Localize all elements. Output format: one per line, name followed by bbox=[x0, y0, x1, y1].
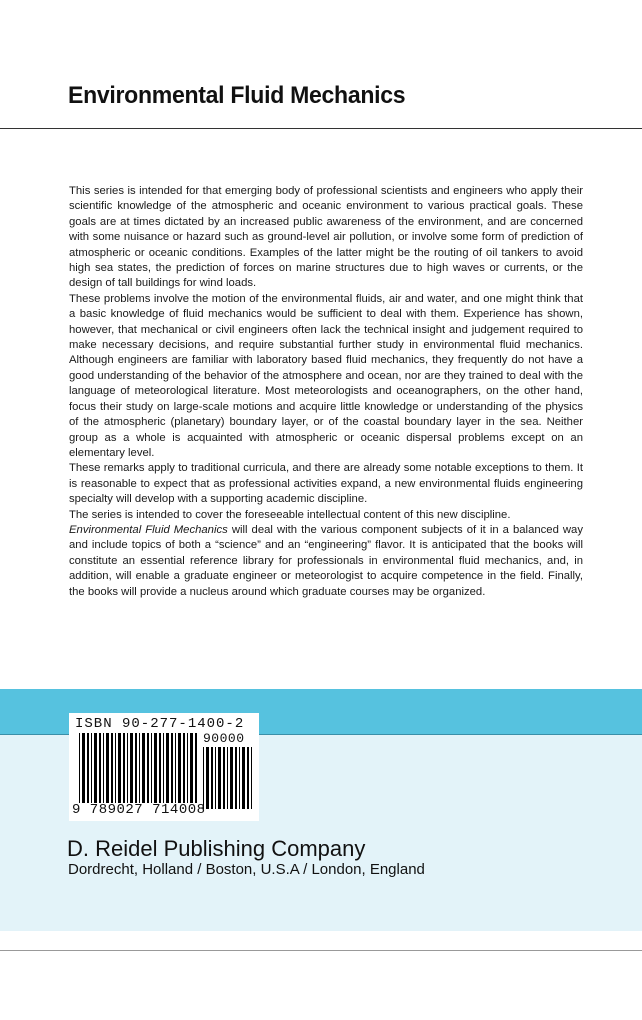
barcode-bar bbox=[203, 747, 204, 809]
series-description bbox=[69, 184, 583, 600]
paragraph-4-lead: The series is intended to cover the foreseeable intellectual content of this new discipline. bbox=[69, 508, 511, 521]
barcode-bar bbox=[171, 733, 173, 803]
barcode-bar bbox=[195, 733, 197, 803]
barcode-bar bbox=[218, 747, 221, 809]
barcode-bar bbox=[111, 733, 113, 803]
barcode-bar bbox=[235, 747, 237, 809]
barcode-bar bbox=[103, 733, 104, 803]
barcode-bar bbox=[242, 747, 245, 809]
barcode-bar bbox=[223, 747, 225, 809]
barcode-bar bbox=[82, 733, 85, 803]
barcode-bar bbox=[123, 733, 125, 803]
barcode-bar bbox=[211, 747, 213, 809]
barcode-bar bbox=[99, 733, 101, 803]
addon-digits: 90000 bbox=[203, 731, 245, 746]
paragraph-3: These remarks apply to traditional curricula, and there are already some notable exceptions to them. It is reasonable to expect that as professional activities expand, a new environmental fluids engineering specialty will develop with a supporting academic discipline. bbox=[69, 462, 583, 506]
barcode-bar bbox=[163, 733, 164, 803]
paragraph-2: These problems involve the motion of the environmental fluids, air and water, and one might think that a basic knowledge of fluid mechanics would be sufficient to deal with them. Experience has shown, however, that mechanical or civil engineers often lack the technical insight and judgement required to make necessary decisions, and require substantial further study in environmental fluid mechanics. Although engineers are familiar with laboratory based fluid mechanics, they frequently do not have a good understanding of the behavior of the atmosphere and ocean, nor are they trained to deal with the language of meteorological literature. Most meteorologists and oceanographers, on the other hand, focus their study on large-scale motions and acquire little knowledge or understanding of the physics of the atmospheric (planetary) boundary layer, or of the coastal boundary layer in the sea. Neither group as a whole is acquainted with atmospheric or oceanic dispersal problems except on an elementary level. bbox=[69, 292, 583, 459]
barcode-bar bbox=[142, 733, 145, 803]
barcode-bar bbox=[206, 747, 209, 809]
barcode-block bbox=[69, 713, 259, 821]
ean-digits: 9 789027 714008 bbox=[72, 802, 206, 818]
barcode-bar bbox=[154, 733, 157, 803]
barcode-bar bbox=[187, 733, 188, 803]
series-title: Environmental Fluid Mechanics bbox=[68, 82, 406, 109]
series-name-italic: Environmental Fluid Mechanics bbox=[69, 523, 228, 536]
barcode-bar bbox=[139, 733, 140, 803]
barcode-bar bbox=[87, 733, 89, 803]
barcode-bar bbox=[106, 733, 109, 803]
barcode-bar bbox=[159, 733, 161, 803]
barcode-bar bbox=[166, 733, 169, 803]
barcode-bar bbox=[247, 747, 249, 809]
paragraph-1: This series is intended for that emerging body of professional scientists and engineers who apply their scientific knowledge of the atmospheric and oceanic environment to various practical goals. These goals are at times dictated by an increased public awareness of the environment, and are concerned with some nuisance or hazard such as ground-level air pollution, or involve some form of prediction of atmospheric or oceanic conditions. Examples of the latter might be the routing of oil tankers to avoid high sea states, the prediction of forces on marine structures due to high waves or currents, or the design of tall buildings for wind loads. bbox=[69, 185, 583, 290]
barcode-bar bbox=[183, 733, 185, 803]
footer-rule bbox=[0, 950, 642, 951]
barcode-bar bbox=[239, 747, 240, 809]
barcode-bar bbox=[91, 733, 92, 803]
barcode-bar bbox=[118, 733, 121, 803]
barcode-bar bbox=[215, 747, 216, 809]
barcode-bar bbox=[151, 733, 152, 803]
barcode-bar bbox=[190, 733, 193, 803]
barcode-bar bbox=[227, 747, 228, 809]
paragraph-4-rest: will deal with the various component subjects of it in a balanced way and include topics of both a “science” and an “engineering” flavor. It is anticipated that the books will constitute an essential reference library for professionals in environmental fluid mechanics, and, in addition, will enable a graduate engineer or meteorologist to acquire competence in the field. Finally, the books will provide a nucleus around which graduate courses may be organized. bbox=[69, 523, 583, 598]
isbn-label: ISBN 90-277-1400-2 bbox=[75, 716, 245, 732]
publisher-locations: Dordrecht, Holland / Boston, U.S.A / London, England bbox=[68, 861, 425, 878]
barcode-bar bbox=[251, 747, 252, 809]
barcode-bar bbox=[230, 747, 233, 809]
barcode-bar bbox=[115, 733, 116, 803]
paragraph-4 bbox=[69, 508, 583, 600]
publisher-name: D. Reidel Publishing Company bbox=[67, 836, 366, 861]
barcode-bar bbox=[147, 733, 149, 803]
barcode-bar bbox=[130, 733, 133, 803]
header-rule bbox=[0, 128, 642, 129]
barcode-bar bbox=[94, 733, 97, 803]
barcode-bar bbox=[178, 733, 181, 803]
barcode-bar bbox=[79, 733, 80, 803]
barcode-bar bbox=[175, 733, 176, 803]
barcode-bar bbox=[135, 733, 137, 803]
barcode-bar bbox=[127, 733, 128, 803]
